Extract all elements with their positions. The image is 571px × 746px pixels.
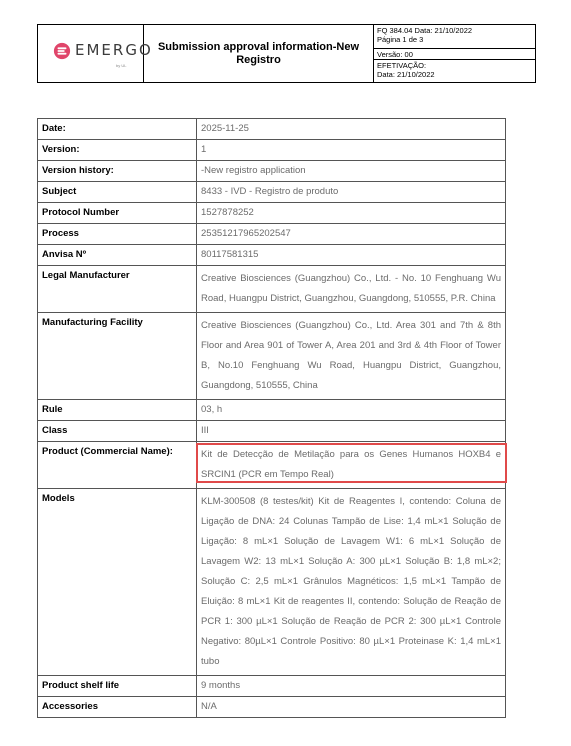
row-value: III xyxy=(197,421,506,442)
table-row xyxy=(38,140,506,161)
row-value: 8433 - IVD - Registro de produto xyxy=(197,182,506,203)
logo-subtext: by UL xyxy=(116,63,127,68)
effectivity-label: EFETIVAÇÃO: xyxy=(377,61,427,70)
document-meta xyxy=(374,25,535,82)
meta-doc-code xyxy=(374,25,535,49)
row-label: Protocol Number xyxy=(38,203,197,224)
document-title: Submission approval information-New Registro xyxy=(144,25,374,82)
row-label: Product (Commercial Name): xyxy=(38,442,197,489)
row-label: Anvisa Nº xyxy=(38,245,197,266)
row-value: Creative Biosciences (Guangzhou) Co., Ltd. - No. 10 Fenghuang Wu Road, Huangpu District, Guangzhou, Guangdong, 510555, P.R. China xyxy=(197,266,506,313)
table-row xyxy=(38,676,506,697)
row-label: Class xyxy=(38,421,197,442)
row-value: N/A xyxy=(197,697,506,718)
page-label: Página 1 de 3 xyxy=(377,35,424,44)
submission-info-table xyxy=(37,118,506,718)
table-row xyxy=(38,697,506,718)
meta-version: Versão: 00 xyxy=(374,49,535,60)
table-row xyxy=(38,119,506,140)
logo-text: EMERGO xyxy=(75,41,153,59)
row-label: Product shelf life xyxy=(38,676,197,697)
row-label: Rule xyxy=(38,400,197,421)
table-row xyxy=(38,203,506,224)
row-value: 1527878252 xyxy=(197,203,506,224)
table-row xyxy=(38,182,506,203)
doc-code: FQ 384.04 Data: 21/10/2022 xyxy=(377,26,473,35)
row-value: 03, h xyxy=(197,400,506,421)
effectivity-date: Data: 21/10/2022 xyxy=(377,70,435,79)
row-label: Version history: xyxy=(38,161,197,182)
table-row xyxy=(38,266,506,313)
table-row xyxy=(38,224,506,245)
row-label: Models xyxy=(38,489,197,676)
table-row xyxy=(38,245,506,266)
row-value: Kit de Detecção de Metilação para os Genes Humanos HOXB4 e SRCIN1 (PCR em Tempo Real) xyxy=(197,442,506,489)
row-value: 9 months xyxy=(197,676,506,697)
row-label: Legal Manufacturer xyxy=(38,266,197,313)
table-row xyxy=(38,313,506,400)
row-value: 2025-11-25 xyxy=(197,119,506,140)
row-label: Process xyxy=(38,224,197,245)
table-row xyxy=(38,489,506,676)
table-row xyxy=(38,161,506,182)
row-value: KLM-300508 (8 testes/kit) Kit de Reagentes I, contendo: Coluna de Ligação de DNA: 24 Colunas Tampão de Lise: 1,4 mL×1 Solução de Ligação: 8 mL×1 Solução de Lavagem W1: 6 mL×1 Solução de Lavagem W2: 13 mL×1 Solução A: 300 µL×1 Solução B: 1,8 mL×2; Solução C: 2,5 mL×1 Grânulos Magnéticos: 1,5 mL×1 Tampão de Eluição: 8 mL×1 Kit de reagentes II, contendo: Solução de Reação de PCR 1: 300 µL×1 Solução de Reação de PCR 2: 300 µL×1 Controle Negativo: 80µL×1 Controle Positivo: 80 µL×1 Proteinase K: 1,4 mL×1 tubo xyxy=(197,489,506,676)
row-label: Version: xyxy=(38,140,197,161)
meta-effectivity xyxy=(374,60,535,82)
table-row xyxy=(38,400,506,421)
row-value: Creative Biosciences (Guangzhou) Co., Ltd. Area 301 and 7th & 8th Floor and Area 901 of Tower A, Area 201 and 3rd & 4th Floor of Tower B, No.10 Fenghuang Wu Road, Huangpu District, Guangzhou, Guangdong, 510555, China xyxy=(197,313,506,400)
table-row xyxy=(38,442,506,489)
logo-cell xyxy=(38,25,153,82)
table-row xyxy=(38,421,506,442)
row-value: -New registro application xyxy=(197,161,506,182)
row-value: 80117581315 xyxy=(197,245,506,266)
row-label: Date: xyxy=(38,119,197,140)
row-value: 1 xyxy=(197,140,506,161)
row-label: Accessories xyxy=(38,697,197,718)
row-label: Manufacturing Facility xyxy=(38,313,197,400)
row-label: Subject xyxy=(38,182,197,203)
row-value: 25351217965202547 xyxy=(197,224,506,245)
emergo-logo-icon xyxy=(53,42,71,60)
document-header xyxy=(37,24,536,83)
